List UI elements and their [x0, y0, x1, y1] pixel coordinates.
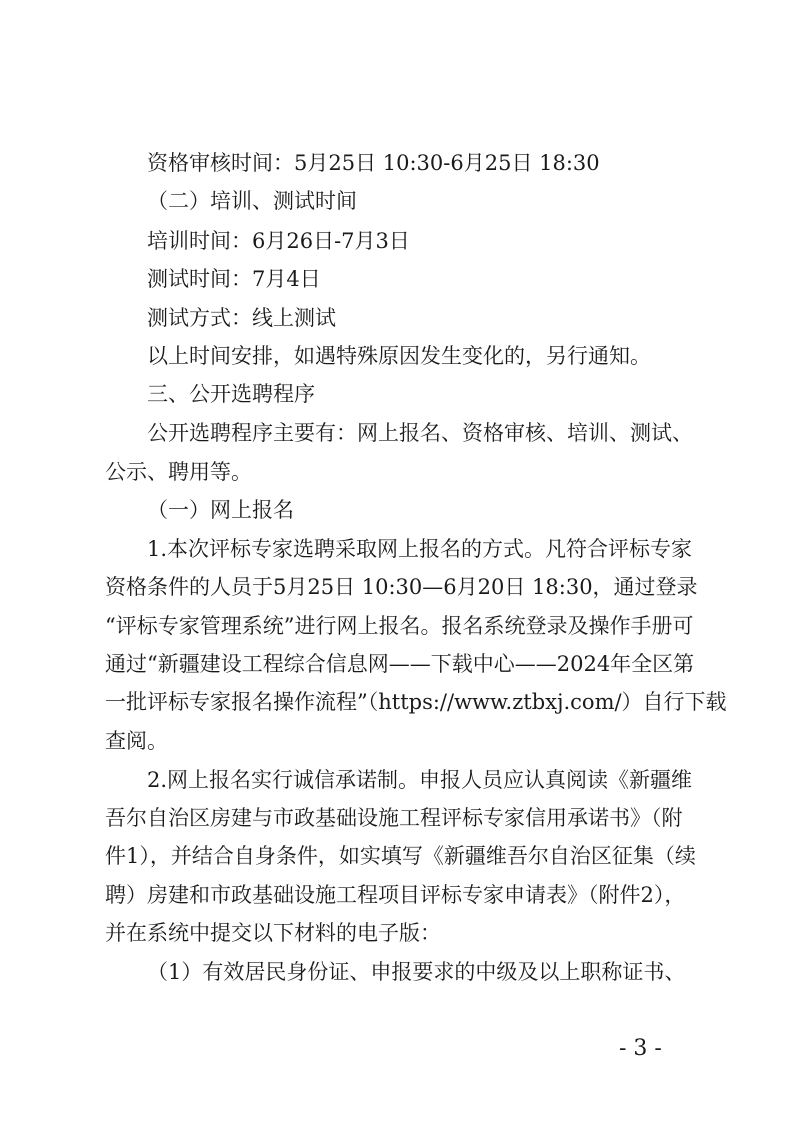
paragraph-line: 查阅。: [105, 729, 168, 753]
paragraph-line: 并在系统中提交以下材料的电子版：: [105, 921, 441, 945]
paragraph-line: “评标专家管理系统”进行网上报名。报名系统登录及操作手册可: [105, 614, 694, 638]
paragraph-line: 1.本次评标专家选聘采取网上报名的方式。凡符合评标专家: [147, 537, 693, 561]
page-number: - 3 -: [619, 1036, 662, 1061]
paragraph-line: 资格条件的人员于5月25日 10:30—6月20日 18:30，通过登录: [105, 575, 698, 599]
section-subheading-online-registration: （一）网上报名: [147, 498, 294, 522]
paragraph-line: 吾尔自治区房建与市政基础设施工程评标专家信用承诺书》（附: [105, 806, 683, 830]
training-time-line: 培训时间：6月26日-7月3日: [147, 229, 410, 253]
paragraph-line: 公示、聘用等。: [105, 460, 252, 484]
section-heading-procedure: 三、公开选聘程序: [147, 382, 315, 406]
test-time-line: 测试时间：7月4日: [147, 267, 321, 291]
review-time-line: 资格审核时间：5月25日 10:30-6月25日 18:30: [147, 151, 600, 175]
paragraph-line: 通过“新疆建设工程综合信息网——下载中心——2024年全区第: [105, 652, 695, 676]
paragraph-line: 件1），并结合自身条件，如实填写《新疆维吾尔自治区征集（续: [105, 844, 696, 868]
paragraph-line: 聘）房建和市政基础设施工程项目评标专家申请表》（附件2），: [105, 883, 686, 907]
test-method-line: 测试方式：线上测试: [147, 306, 336, 330]
paragraph-line: 公开选聘程序主要有：网上报名、资格审核、培训、测试、: [147, 421, 693, 445]
paragraph-line: 一批评标专家报名操作流程”（https://www.ztbxj.com/）自行下载: [105, 690, 727, 714]
section-subheading-training-test-time: （二）培训、测试时间: [147, 189, 357, 213]
paragraph-line: 2.网上报名实行诚信承诺制。申报人员应认真阅读《新疆维: [147, 768, 693, 792]
schedule-note-line: 以上时间安排，如遇特殊原因发生变化的，另行通知。: [147, 344, 651, 368]
paragraph-line: （1）有效居民身份证、申报要求的中级及以上职称证书、: [147, 960, 686, 984]
